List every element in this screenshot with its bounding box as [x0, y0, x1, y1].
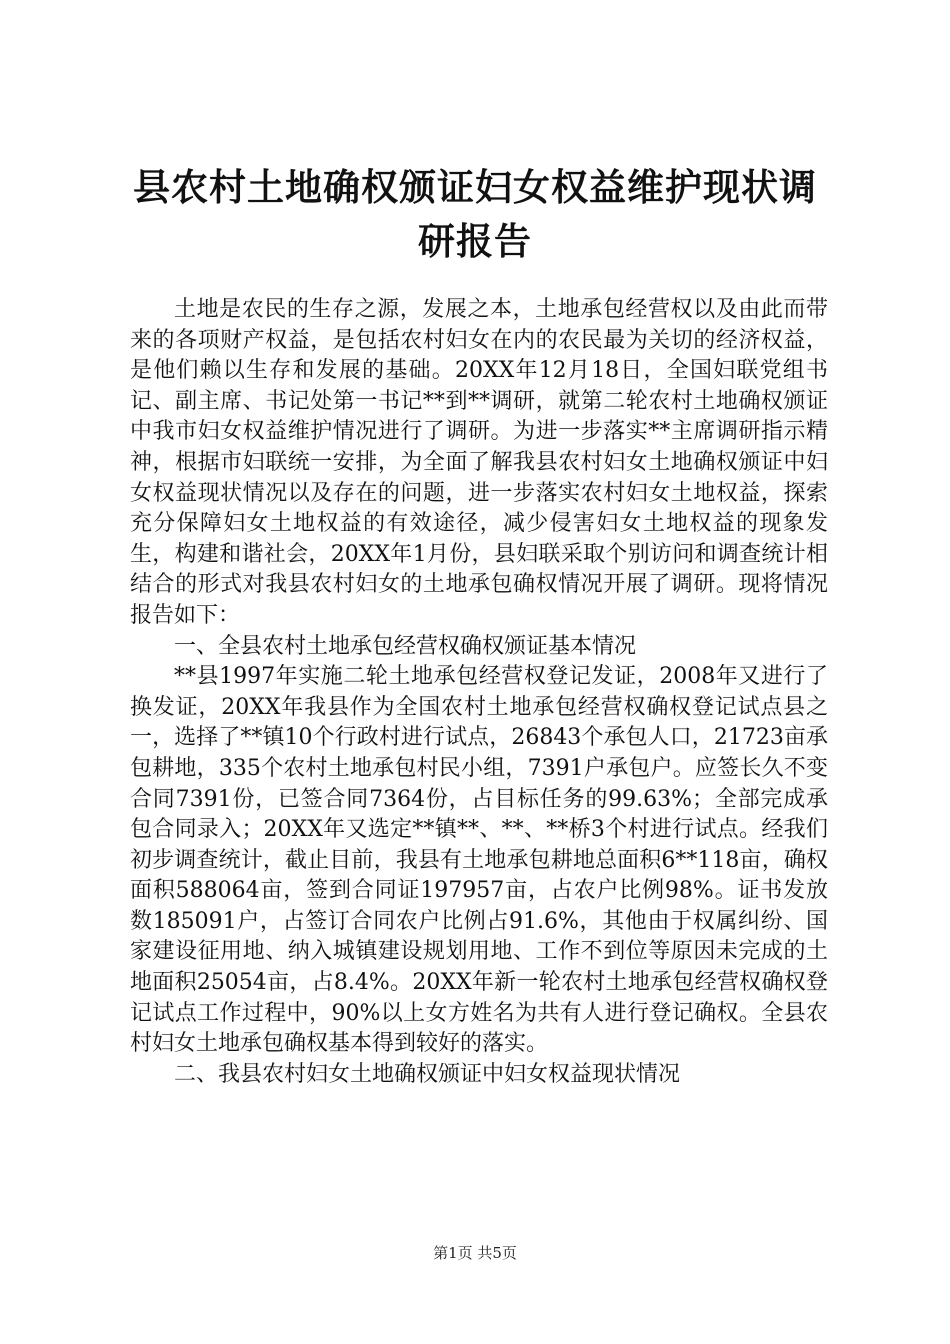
- section-1-paragraph: **县1997年实施二轮土地承包经营权登记发证，2008年又进行了换发证，20XX年我县作为全国农村土地承包经营权确权登记试点县之一，选择了**镇10个行政村进行试点，26843个承包人口，21723亩承包耕地，335个农村土地承包村民小组，7391户承包户。应签长久不变合同7391份，已签合同7364份，占目标任务的99.63%；全部完成承包合同录入；20XX年又选定**镇**、**、**桥3个村进行试点。经我们初步调查统计，截止目前，我县有土地承包耕地总面积6**118亩，确权面积588064亩，签到合同证197957亩，占农户比例98%。证书发放数185091户，占签订合同农户比例占91.6%，其他由于权属纠纷、国家建设征用地、纳入城镇建设规划用地、工作不到位等原因未完成的土地面积25054亩，占8.4%。20XX年新一轮农村土地承包经营权确权登记试点工作过程中，90%以上女方姓名为共有人进行登记确权。全县农村妇女土地承包确权基本得到较好的落实。: [130, 664, 828, 1057]
- page-footer: 第1页 共5页: [433, 1244, 517, 1262]
- document-title: 县农村土地确权颁证妇女权益维护现状调研报告: [133, 165, 817, 263]
- section-heading-2: 二、我县农村妇女土地确权颁证中妇女权益现状情况: [174, 1061, 681, 1087]
- document-body: [130, 295, 828, 1090]
- intro-paragraph: 土地是农民的生存之源，发展之本，土地承包经营权以及由此而带来的各项财产权益，是包括农村妇女在内的农民最为关切的经济权益，是他们赖以生存和发展的基础。20XX年12月18日，全国妇联党组书记、副主席、书记处第一书记**到**调研，就第二轮农村土地确权颁证中我市妇女权益维护情况进行了调研。为进一步落实**主席调研指示精神，根据市妇联统一安排，为全面了解我县农村妇女土地确权颁证中妇女权益现状情况以及存在的问题，进一步落实农村妇女土地权益，探索充分保障妇女土地权益的有效途径，减少侵害妇女土地权益的现象发生，构建和谐社会，20XX年1月份，县妇联采取个别访问和调查统计相结合的形式对我县农村妇女的土地承包确权情况开展了调研。现将情况报告如下：: [130, 297, 828, 628]
- section-heading-1: 一、全县农村土地承包经营权确权颁证基本情况: [174, 633, 637, 659]
